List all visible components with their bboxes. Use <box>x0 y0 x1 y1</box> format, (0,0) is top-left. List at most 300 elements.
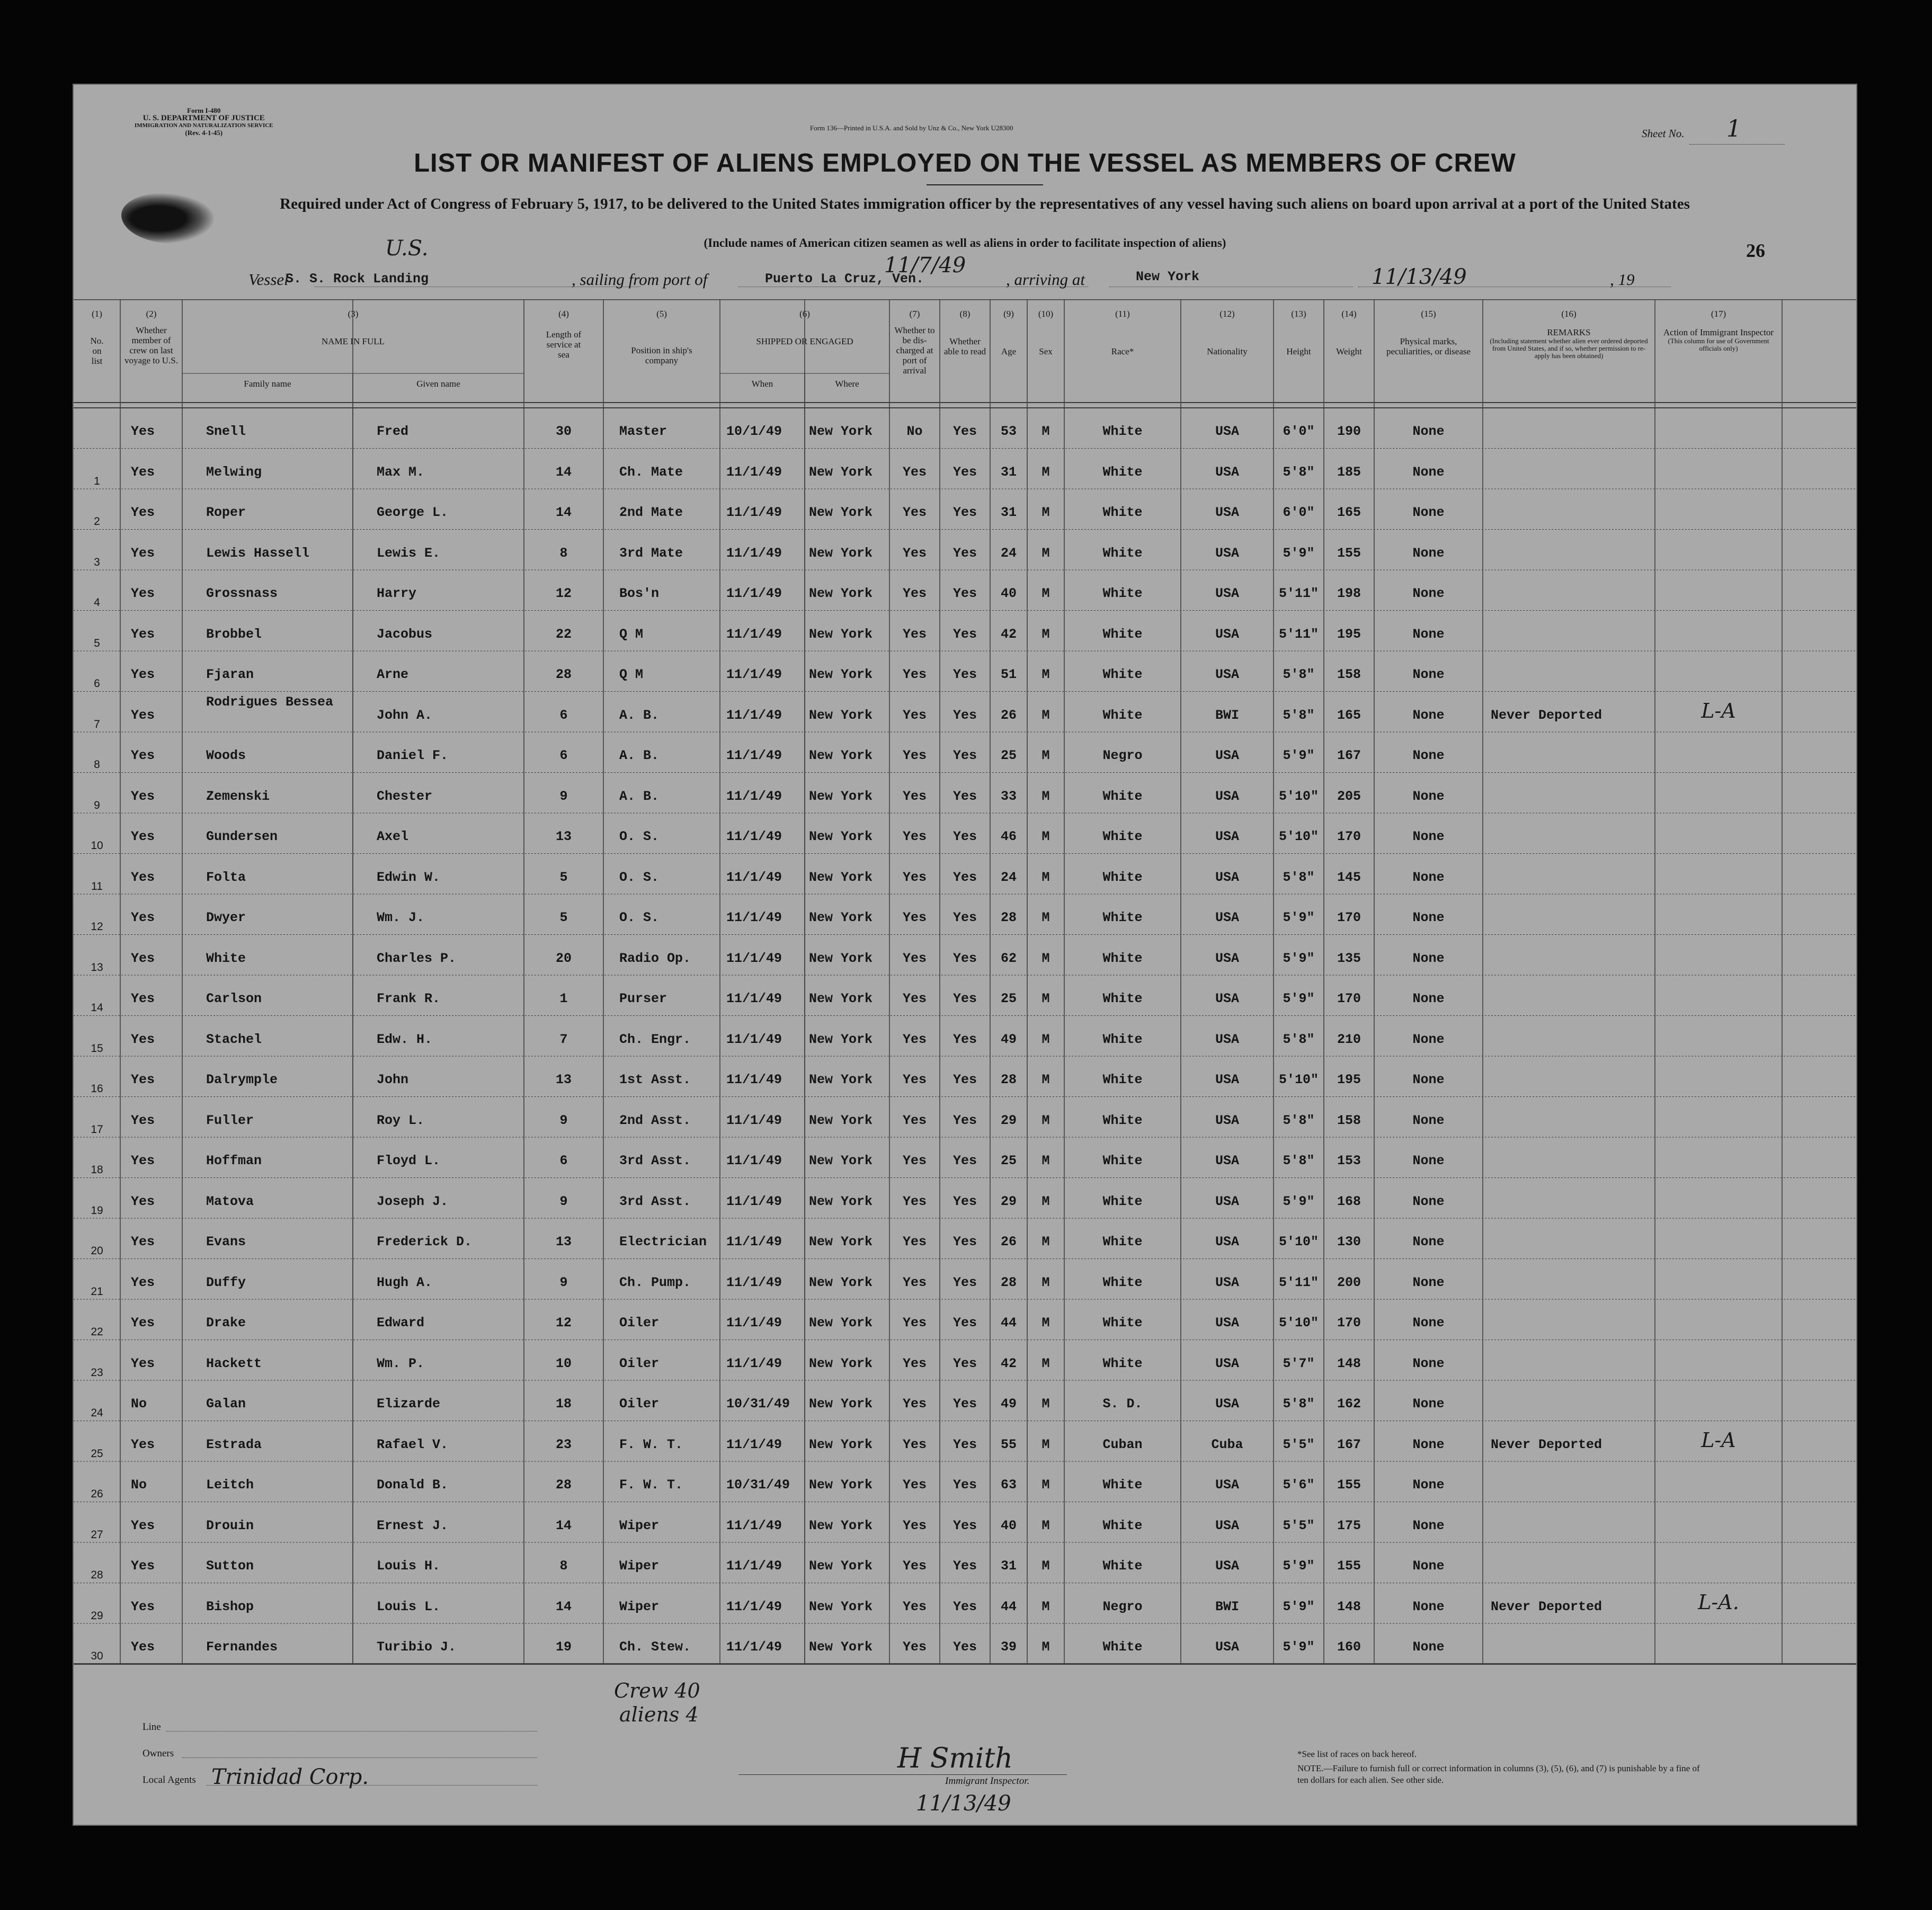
cell-family: Hackett <box>206 1355 262 1371</box>
cell-age: 55 <box>1000 1436 1017 1452</box>
cell-member: Yes <box>131 1558 155 1574</box>
arrival-date: 11/13/49 <box>1372 265 1467 289</box>
cell-age: 25 <box>1000 748 1017 763</box>
cell-read: Yes <box>952 1112 977 1128</box>
owners-label: Owners <box>143 1748 174 1759</box>
cell-nationality: USA <box>1215 829 1239 844</box>
cell-height: 5'9" <box>1283 950 1315 966</box>
cell-race: Negro <box>1102 748 1143 763</box>
cell-discharge: Yes <box>902 1193 927 1209</box>
cell-no: 23 <box>91 1366 103 1379</box>
cell-position: Q M <box>619 667 644 682</box>
col-header-name <box>182 299 524 346</box>
cell-member: Yes <box>131 869 155 885</box>
arrival-port: New York <box>1136 269 1200 284</box>
owners-field <box>182 1757 537 1758</box>
cell-length: 10 <box>555 1355 572 1371</box>
cell-family: Evans <box>206 1234 246 1249</box>
cell-when: 11/1/49 <box>726 829 782 844</box>
cell-height: 5'11" <box>1278 626 1319 642</box>
cell-height: 6'0" <box>1283 505 1315 520</box>
col-num: (7) <box>909 309 920 319</box>
cell-where: New York <box>809 1031 873 1047</box>
cell-nationality: USA <box>1215 1355 1239 1371</box>
cell-member: Yes <box>131 1153 155 1168</box>
cell-length: 20 <box>555 950 572 966</box>
cell-no: 19 <box>91 1204 103 1217</box>
cell-nationality: USA <box>1215 1031 1239 1047</box>
cell-sex: M <box>1041 1234 1050 1249</box>
cell-position: Radio Op. <box>619 950 691 966</box>
cell-race: White <box>1102 869 1143 885</box>
cell-race: White <box>1102 1315 1143 1331</box>
alien-count-note: aliens 4 <box>619 1703 699 1726</box>
line-label: Line <box>143 1721 161 1733</box>
cell-read: Yes <box>952 1355 977 1371</box>
cell-height: 5'9" <box>1283 1193 1315 1209</box>
cell-no: 24 <box>91 1407 103 1419</box>
cell-discharge: Yes <box>902 1436 927 1452</box>
cell-age: 40 <box>1000 586 1017 601</box>
cell-nationality: BWI <box>1215 707 1239 723</box>
col-label: Action of Immigrant Inspector <box>1663 327 1774 337</box>
cell-given: Harry <box>377 586 417 601</box>
cell-discharge: Yes <box>902 950 927 966</box>
cell-length: 8 <box>559 545 568 561</box>
cell-age: 40 <box>1000 1518 1017 1533</box>
cell-physical: None <box>1412 1315 1445 1331</box>
cell-given: Daniel F. <box>377 748 449 763</box>
cell-sex: M <box>1041 1639 1050 1655</box>
cell-remarks: Never Deported <box>1491 1436 1602 1452</box>
cell-read: Yes <box>952 667 977 682</box>
cell-position: F. W. T. <box>619 1477 683 1493</box>
cell-race: White <box>1102 788 1143 804</box>
cell-given: Fred <box>377 424 409 439</box>
cell-length: 6 <box>559 1153 568 1168</box>
cell-nationality: USA <box>1215 1558 1239 1574</box>
col-header-family: Family name <box>244 379 291 389</box>
cell-weight: 170 <box>1337 991 1361 1006</box>
col-header-no <box>74 299 120 366</box>
cell-given: Louis H. <box>377 1558 441 1574</box>
cell-sex: M <box>1041 545 1050 561</box>
races-note: *See list of races on back hereof. <box>1297 1749 1417 1759</box>
col-num: (2) <box>146 309 157 319</box>
include-note: (Include names of American citizen seamen as well as aliens in order to facilitate inspection of aliens) <box>704 236 1226 249</box>
col-label: Whether able to read <box>943 336 986 356</box>
cell-race: Cuban <box>1102 1436 1143 1452</box>
cell-physical: None <box>1412 505 1445 520</box>
cell-no: 12 <box>91 921 103 933</box>
cell-no: 25 <box>91 1447 103 1460</box>
cell-discharge: Yes <box>902 788 927 804</box>
cell-age: 26 <box>1000 1234 1017 1249</box>
cell-age: 33 <box>1000 788 1017 804</box>
cell-physical: None <box>1412 667 1445 682</box>
cell-where: New York <box>809 1558 873 1574</box>
cell-member: Yes <box>131 991 155 1006</box>
cell-age: 29 <box>1000 1193 1017 1209</box>
cell-when: 11/1/49 <box>726 626 782 642</box>
cell-race: White <box>1102 1639 1143 1655</box>
cell-weight: 153 <box>1337 1153 1361 1168</box>
cell-family: Brobbel <box>206 626 262 642</box>
cell-weight: 190 <box>1337 424 1361 439</box>
cell-when: 11/1/49 <box>726 788 782 804</box>
cell-length: 7 <box>559 1031 568 1047</box>
cell-physical: None <box>1412 950 1445 966</box>
cell-where: New York <box>809 829 873 844</box>
cell-nationality: USA <box>1215 748 1239 763</box>
cell-height: 5'10" <box>1278 1315 1319 1331</box>
cell-discharge: Yes <box>902 829 927 844</box>
col-header-discharged <box>889 299 940 376</box>
cell-age: 24 <box>1000 869 1017 885</box>
cell-position: 1st Asst. <box>619 1072 691 1087</box>
col-label: Whether member of crew on last voyage to U.S. <box>124 325 179 365</box>
cell-race: Negro <box>1102 1599 1143 1614</box>
cell-member: Yes <box>131 950 155 966</box>
cell-physical: None <box>1412 1518 1445 1533</box>
cell-where: New York <box>809 748 873 763</box>
cell-family: Grossnass <box>206 586 278 601</box>
cell-discharge: Yes <box>902 464 927 480</box>
cell-weight: 160 <box>1337 1639 1361 1655</box>
cell-given: John A. <box>377 707 433 723</box>
cell-age: 44 <box>1000 1315 1017 1331</box>
cell-no: 9 <box>94 799 100 811</box>
cell-length: 13 <box>555 1072 572 1087</box>
cell-weight: 205 <box>1337 788 1361 804</box>
cell-race: White <box>1102 1558 1143 1574</box>
col-header-remarks <box>1483 299 1655 360</box>
col-label: Weight <box>1336 346 1362 356</box>
cell-no: 2 <box>94 515 100 528</box>
cell-family: Folta <box>206 869 246 885</box>
cell-when: 11/1/49 <box>726 667 782 682</box>
cell-family: Fuller <box>206 1112 254 1128</box>
sailing-date: 11/7/49 <box>884 253 966 278</box>
cell-weight: 185 <box>1337 464 1361 480</box>
cell-member: Yes <box>131 505 155 520</box>
arriving-label: , arriving at <box>1006 270 1085 289</box>
cell-no: 6 <box>94 677 100 690</box>
cell-weight: 155 <box>1337 1558 1361 1574</box>
cell-age: 62 <box>1000 950 1017 966</box>
cell-age: 42 <box>1000 626 1017 642</box>
cell-position: A. B. <box>619 748 660 763</box>
cell-read: Yes <box>952 464 977 480</box>
cell-no: 4 <box>94 596 100 609</box>
cell-read: Yes <box>952 1072 977 1087</box>
cell-sex: M <box>1041 869 1050 885</box>
cell-physical: None <box>1412 991 1445 1006</box>
cell-age: 42 <box>1000 1355 1017 1371</box>
cell-where: New York <box>809 1315 873 1331</box>
cell-when: 11/1/49 <box>726 1558 782 1574</box>
cell-position: Purser <box>619 991 667 1006</box>
cell-physical: None <box>1412 1355 1445 1371</box>
cell-length: 6 <box>559 748 568 763</box>
printer-note: Form 136—Printed in U.S.A. and Sold by Unz & Co., New York U28300 <box>810 124 1013 132</box>
col-label: No. on list <box>90 336 104 366</box>
cell-no: 10 <box>91 840 103 852</box>
cell-height: 5'9" <box>1283 910 1315 925</box>
cell-nationality: USA <box>1215 1639 1239 1655</box>
cell-given: Wm. P. <box>377 1355 425 1371</box>
cell-family: Drouin <box>206 1518 254 1533</box>
cell-position: 3rd Mate <box>619 545 683 561</box>
cell-physical: None <box>1412 910 1445 925</box>
cell-height: 6'0" <box>1283 424 1315 439</box>
cell-read: Yes <box>952 1234 977 1249</box>
cell-sex: M <box>1041 1112 1050 1128</box>
cell-height: 5'10" <box>1278 829 1319 844</box>
sheet-label: Sheet No. <box>1642 127 1685 140</box>
cell-physical: None <box>1412 748 1445 763</box>
col-label: Position in ship's company <box>631 345 692 365</box>
col-header-read <box>940 299 990 356</box>
cell-weight: 195 <box>1337 1072 1361 1087</box>
cell-family: Rodrigues Bessea <box>206 694 334 710</box>
cell-given: Roy L. <box>377 1112 425 1128</box>
cell-no: 16 <box>91 1083 103 1095</box>
cell-sex: M <box>1041 464 1050 480</box>
cell-nationality: USA <box>1215 1396 1239 1412</box>
col-label: REMARKS <box>1547 327 1591 337</box>
cell-nationality: USA <box>1215 1315 1239 1331</box>
cell-physical: None <box>1412 1112 1445 1128</box>
cell-no: 18 <box>91 1164 103 1176</box>
cell-sex: M <box>1041 626 1050 642</box>
cell-position: Bos'n <box>619 586 660 601</box>
col-header-member <box>120 299 182 365</box>
cell-race: White <box>1102 707 1143 723</box>
cell-when: 11/1/49 <box>726 1355 782 1371</box>
cell-discharge: Yes <box>902 545 927 561</box>
cell-read: Yes <box>952 748 977 763</box>
cell-physical: None <box>1412 1153 1445 1168</box>
cell-weight: 162 <box>1337 1396 1361 1412</box>
cell-position: F. W. T. <box>619 1436 683 1452</box>
cell-position: A. B. <box>619 707 660 723</box>
col-num: (6) <box>799 309 810 319</box>
cell-age: 49 <box>1000 1396 1017 1412</box>
cell-position: Wiper <box>619 1599 660 1614</box>
form-revision: (Rev. 4-1-45) <box>185 129 223 137</box>
cell-given: Arne <box>377 667 409 682</box>
inspector-signature: H Smith <box>897 1743 1013 1774</box>
cell-physical: None <box>1412 788 1445 804</box>
cell-age: 46 <box>1000 829 1017 844</box>
cell-where: New York <box>809 626 873 642</box>
cell-age: 28 <box>1000 1274 1017 1290</box>
cell-given: Rafael V. <box>377 1436 449 1452</box>
cell-sex: M <box>1041 1031 1050 1047</box>
cell-height: 5'9" <box>1283 1558 1315 1574</box>
cell-read: Yes <box>952 1639 977 1655</box>
cell-nationality: USA <box>1215 1518 1239 1533</box>
cell-when: 11/1/49 <box>726 1315 782 1331</box>
col-label: Physical marks, peculiarities, or disease <box>1386 336 1471 356</box>
cell-given: George L. <box>377 505 449 520</box>
cell-family: Fernandes <box>206 1639 278 1655</box>
cell-length: 9 <box>559 1112 568 1128</box>
cell-action: L-A <box>1701 699 1736 722</box>
cell-nationality: USA <box>1215 869 1239 885</box>
page-number: 26 <box>1746 240 1765 261</box>
col-header-height <box>1274 299 1324 356</box>
cell-weight: 145 <box>1337 869 1361 885</box>
cell-sex: M <box>1041 748 1050 763</box>
cell-sex: M <box>1041 505 1050 520</box>
local-agents-value: Trinidad Corp. <box>211 1765 369 1789</box>
cell-sex: M <box>1041 1436 1050 1452</box>
cell-member: Yes <box>131 1193 155 1209</box>
page-title: LIST OR MANIFEST OF ALIENS EMPLOYED ON THE VESSEL AS MEMBERS OF CREW <box>414 149 1516 177</box>
cell-read: Yes <box>952 505 977 520</box>
cell-family: Duffy <box>206 1274 246 1290</box>
cell-where: New York <box>809 1355 873 1371</box>
cell-nationality: USA <box>1215 545 1239 561</box>
cell-height: 5'8" <box>1283 1396 1315 1412</box>
cell-when: 11/1/49 <box>726 950 782 966</box>
cell-nationality: USA <box>1215 1112 1239 1128</box>
cell-nationality: USA <box>1215 950 1239 966</box>
cell-read: Yes <box>952 950 977 966</box>
cell-height: 5'6" <box>1283 1477 1315 1493</box>
cell-family: Bishop <box>206 1599 254 1614</box>
cell-no: 8 <box>94 758 100 771</box>
cell-race: White <box>1102 545 1143 561</box>
col-header-length <box>524 299 603 360</box>
cell-weight: 167 <box>1337 1436 1361 1452</box>
cell-no: 15 <box>91 1042 103 1055</box>
cell-race: White <box>1102 1518 1143 1533</box>
cell-given: Edwin W. <box>377 869 441 885</box>
cell-race: White <box>1102 667 1143 682</box>
cell-given: Edward <box>377 1315 425 1331</box>
col-num: (10) <box>1038 309 1054 319</box>
cell-family: Zemenski <box>206 788 270 804</box>
cell-discharge: Yes <box>902 748 927 763</box>
cell-length: 30 <box>555 424 572 439</box>
cell-when: 11/1/49 <box>726 748 782 763</box>
cell-physical: None <box>1412 829 1445 844</box>
cell-given: Chester <box>377 788 433 804</box>
crew-count-note: Crew 40 <box>614 1679 700 1702</box>
cell-sex: M <box>1041 1193 1050 1209</box>
cell-when: 11/1/49 <box>726 1072 782 1087</box>
col-header-physical <box>1374 299 1483 356</box>
cell-member: Yes <box>131 748 155 763</box>
cell-physical: None <box>1412 626 1445 642</box>
cell-where: New York <box>809 464 873 480</box>
cell-age: 25 <box>1000 991 1017 1006</box>
cell-where: New York <box>809 424 873 439</box>
cell-member: Yes <box>131 667 155 682</box>
cell-position: 3rd Asst. <box>619 1193 691 1209</box>
cell-height: 5'8" <box>1283 464 1315 480</box>
cell-discharge: Yes <box>902 1274 927 1290</box>
cell-nationality: USA <box>1215 1274 1239 1290</box>
cell-no: 5 <box>94 637 100 649</box>
cell-where: New York <box>809 1193 873 1209</box>
cell-length: 13 <box>555 829 572 844</box>
sailing-label: , sailing from port of <box>572 270 708 289</box>
cell-physical: None <box>1412 1234 1445 1249</box>
cell-member: Yes <box>131 586 155 601</box>
cell-height: 5'5" <box>1283 1518 1315 1533</box>
cell-when: 11/1/49 <box>726 505 782 520</box>
cell-read: Yes <box>952 1031 977 1047</box>
col-num: (8) <box>959 309 971 319</box>
year-label: , 19 <box>1610 270 1635 289</box>
col-num: (4) <box>558 309 569 319</box>
cell-length: 12 <box>555 586 572 601</box>
cell-height: 5'8" <box>1283 1031 1315 1047</box>
col-num: (14) <box>1341 309 1357 319</box>
cell-member: Yes <box>131 1436 155 1452</box>
cell-position: 2nd Asst. <box>619 1112 691 1128</box>
col-label: NAME IN FULL <box>322 336 385 346</box>
cell-length: 1 <box>559 991 568 1006</box>
cell-read: Yes <box>952 626 977 642</box>
cell-sex: M <box>1041 667 1050 682</box>
cell-read: Yes <box>952 1396 977 1412</box>
cell-length: 9 <box>559 788 568 804</box>
cell-discharge: No <box>906 424 923 439</box>
cell-discharge: Yes <box>902 1072 927 1087</box>
cell-family: Dalrymple <box>206 1072 278 1087</box>
cell-no: 7 <box>94 718 100 730</box>
cell-sex: M <box>1041 707 1050 723</box>
agents-label: Local Agents <box>143 1774 196 1786</box>
cell-where: New York <box>809 1639 873 1655</box>
col-num: (5) <box>656 309 667 319</box>
cell-race: White <box>1102 991 1143 1006</box>
requirement-text: Required under Act of Congress of February 5, 1917, to be delivered to the United States immigration officer by the representatives of any vessel having such aliens on board upon arrival at a port of the United States <box>280 195 1690 212</box>
cell-age: 44 <box>1000 1599 1017 1614</box>
cell-sex: M <box>1041 1477 1050 1493</box>
cell-race: White <box>1102 424 1143 439</box>
cell-age: 53 <box>1000 424 1017 439</box>
cell-where: New York <box>809 991 873 1006</box>
cell-family: Leitch <box>206 1477 254 1493</box>
cell-position: O. S. <box>619 910 660 925</box>
cell-race: White <box>1102 1274 1143 1290</box>
cell-no: 20 <box>91 1245 103 1257</box>
col-label: Height <box>1286 346 1311 356</box>
cell-physical: None <box>1412 1396 1445 1412</box>
col-header-age <box>990 299 1027 356</box>
cell-member: Yes <box>131 1031 155 1047</box>
col-header-given: Given name <box>416 379 460 389</box>
col-num: (17) <box>1711 309 1726 319</box>
cell-age: 25 <box>1000 1153 1017 1168</box>
cell-weight: 155 <box>1337 545 1361 561</box>
cell-where: New York <box>809 1436 873 1452</box>
col-note: (This column for use of Government officials only) <box>1668 337 1769 352</box>
cell-where: New York <box>809 1599 873 1614</box>
cell-where: New York <box>809 1153 873 1168</box>
cell-weight: 148 <box>1337 1355 1361 1371</box>
cell-when: 11/1/49 <box>726 707 782 723</box>
cell-discharge: Yes <box>902 1315 927 1331</box>
cell-family: Drake <box>206 1315 246 1331</box>
cell-given: Frederick D. <box>377 1234 473 1249</box>
